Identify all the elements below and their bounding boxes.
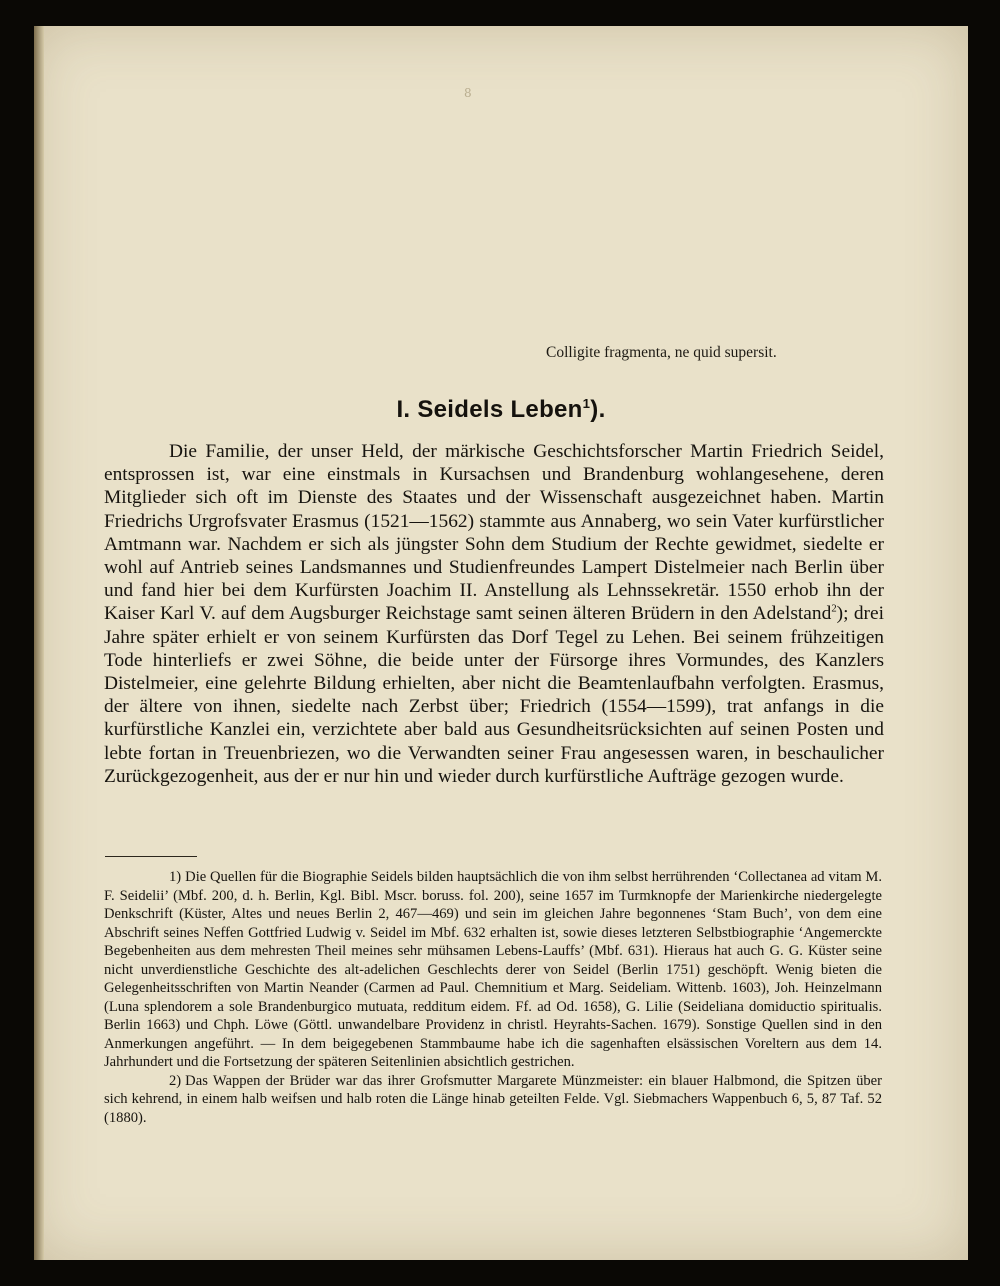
body-text <box>104 440 884 788</box>
heading-suffix: ). <box>590 396 606 423</box>
footnotes <box>104 868 882 1127</box>
footnote-1 <box>104 868 882 1072</box>
footnote-separator <box>105 856 197 857</box>
heading-footnote-ref: 1 <box>582 396 591 411</box>
footnote-2-text: Das Wappen der Brüder war das ihrer Grofsmutter Margarete Münzmeister: ein blauer Halbmond, die Spitzen über sich kehrend, in einem halb weifsen und halb roten die Länge hinab geteilten Felde. Vgl. Siebmachers Wappenbuch 6, 5, 87 Taf. 52 (1880). <box>104 1072 882 1126</box>
chapter-heading-text: I. Seidels Leben <box>396 396 583 423</box>
epigraph: Colligite fragmenta, ne quid supersit. <box>546 344 777 361</box>
body-footnote-ref: 2 <box>831 602 837 615</box>
page-gutter <box>34 26 44 1260</box>
chapter-heading <box>34 396 968 424</box>
footnote-2 <box>104 1072 882 1128</box>
footnote-1-number: 1) <box>169 869 182 885</box>
body-paragraph <box>104 440 884 788</box>
body-part-1: Die Familie, der unser Held, der märkische Geschichtsforscher Martin Friedrich Seidel, entsprossen ist, war eine einstmals in Kursachsen und Brandenburg wohlangesehene, deren Mitglieder sich oft im Dienste des Staates und der Wissenschaft ausgezeichnet haben. Martin Friedrichs Urgrofsvater Erasmus (1521—1562) stammte aus Annaberg, wo sein Vater kurfürstlicher Amtmann war. Nachdem er sich als jüngster Sohn dem Studium der Rechte gewidmet, siedelte er wohl auf Antrieb seines Landsmannes und Studienfreundes Lampert Distelmeier nach Berlin über und fand hier bei dem Kurfürsten Joachim II. Anstellung als Lehnssekretär. 1550 erhob ihn der Kaiser Karl V. auf dem Augsburger Reichstage samt seinen älteren Brüdern in den Adelstand <box>104 441 884 625</box>
footnote-2-number: 2) <box>169 1072 182 1089</box>
faint-page-number: 8 <box>464 86 473 100</box>
footnote-1-text: Die Quellen für die Biographie Seidels bilden hauptsächlich die von ihm selbst herrührenden ‘Collectanea ad vitam M. F. Seidelii’ (Mbf. 200, d. h. Berlin, Kgl. Bibl. Mscr. boruss. fol. 200), seine 1657 im Turmknopfe der Marienkirche niedergelegte Denkschrift (Küster, Altes und neues Berlin 2, 467—469) und sein im gleichen Jahre begonnenes ‘Stam Buch’, von dem eine Abschrift seines Neffen Gottfried Ludwig v. Seidel im Mbf. 632 erhalten ist, sowie dieses letzteren Selbstbiographie ‘Angemerckte Begebenheiten aus dem mehresten Theil meines sehr mühsamen Lebens-Lauffs’ (Mbf. 631). Hieraus hat auch G. G. Küster seine nicht unverdienstliche Geschichte des alt-adelichen Geschlechts derer von Seidel (Berlin 1751) geschöpft. Wenig bieten die Gelegenheitsschriften von Martin Neander (Carmen ad Paul. Chemnitium et Marg. Seideliam. Wittenb. 1603), Joh. Heinzelmann (Luna splendorem a sole Brandenburgico mutuata, redditum eidem. Ff. ad Od. 1658), G. Lilie (Seideliana domiductio spiritualis. Berlin 1663) und Chph. Löwe (Göttl. unwandelbare Providenz in christl. Heyrahts-Sachen. 1679). Sonstige Quellen sind in den Anmerkungen angeführt. — In dem beigegebenen Stammbaume habe ich die sagenhaften elsässischen Voreltern aus dem 14. Jahrhundert und die Fortsetzung der späteren Seitenlinien absichtlich gestrichen. <box>104 869 882 1070</box>
book-page <box>34 26 968 1260</box>
body-part-2: ); drei Jahre später erhielt er von seinem Kurfürsten das Dorf Tegel zu Lehen. Bei seinem frühzeitigen Tode hinterliefs er zwei Söhne, die beide unter der Fürsorge ihres Vormundes, des Kanzlers Distelmeier, eine gelehrte Bildung erhielten, aber nicht die Beamtenlaufbahn verfolgten. Erasmus, der ältere von ihnen, siedelte nach Zerbst über; Friedrich (1554—1599), trat anfangs in die kurfürstliche Kanzlei ein, verzichtete aber bald aus Gesundheitsrücksichten auf seinen Posten und lebte fortan in Treuenbriezen, wo die Verwandten seiner Frau angesessen waren, in beschaulicher Zurückgezogenheit, aus der er nur hin und wieder durch kurfürstliche Aufträge gezogen wurde. <box>104 603 885 787</box>
